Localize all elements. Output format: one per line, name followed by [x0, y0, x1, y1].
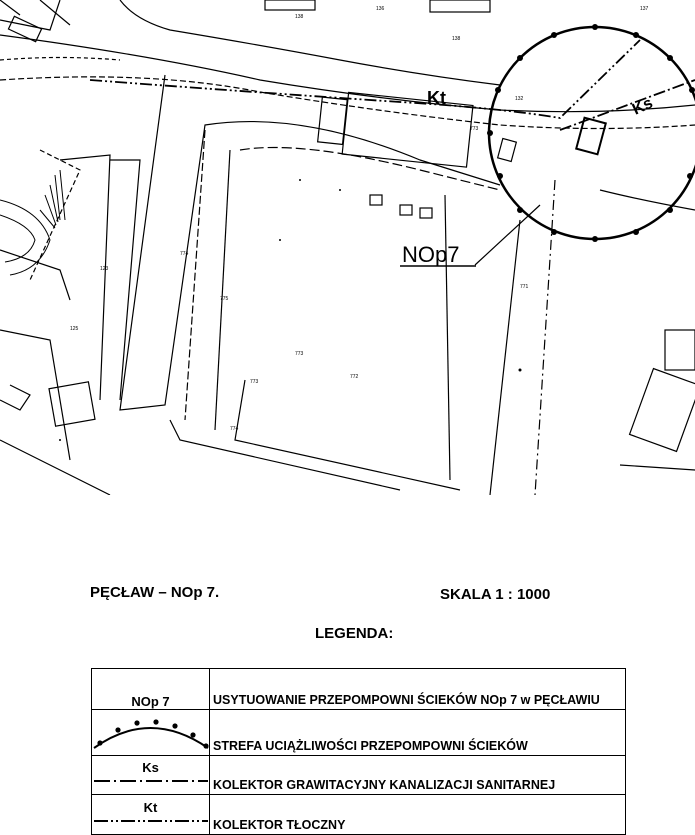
- svg-text:138: 138: [295, 14, 304, 20]
- legend-symbol-label: Ks: [142, 760, 159, 775]
- legend-symbol-kt: [92, 795, 210, 835]
- legend-row-kt: [92, 795, 626, 835]
- legend-symbol-zone: [92, 710, 210, 756]
- legend-symbol-label: Kt: [143, 800, 158, 815]
- scale-label: SKALA 1 : 1000: [440, 586, 551, 603]
- building: [265, 0, 315, 10]
- legend-table: [91, 668, 626, 835]
- spiral-staircase: [0, 170, 65, 275]
- kt-collector-line: [90, 40, 640, 118]
- svg-text:773: 773: [250, 379, 259, 385]
- zone-boundary-dots: [487, 24, 695, 242]
- svg-text:774: 774: [230, 426, 239, 432]
- building: [665, 330, 695, 370]
- legend-row-ks: [92, 756, 626, 795]
- svg-text:125: 125: [70, 326, 79, 332]
- legend-row-zone: [92, 710, 626, 756]
- svg-text:136: 136: [376, 6, 385, 12]
- legend-description: KOLEKTOR TŁOCZNY: [210, 795, 626, 835]
- map-label-ks: Ks: [629, 94, 656, 119]
- svg-text:123: 123: [100, 266, 109, 272]
- building: [430, 0, 490, 12]
- building: [49, 382, 95, 426]
- legend-symbol-label: NOp 7: [131, 694, 170, 709]
- ks-line-symbol: [92, 775, 209, 789]
- svg-text:138: 138: [452, 36, 461, 42]
- legend-description: USYTUOWANIE PRZEPOMPOWNI ŚCIEKÓW NOp 7 w PĘCŁAWIU: [210, 669, 626, 710]
- map-label-nop7: NOp7: [402, 242, 460, 267]
- svg-text:772: 772: [350, 374, 359, 380]
- svg-text:771: 771: [520, 284, 529, 290]
- ks-collector-line: [560, 80, 695, 130]
- svg-text:773: 773: [295, 351, 304, 357]
- legend-symbol-ks: [92, 756, 210, 795]
- building: [342, 92, 473, 167]
- building: [630, 369, 695, 452]
- legend-description: KOLEKTOR GRAWITACYJNY KANALIZACJI SANITARNEJ: [210, 756, 626, 795]
- legend-symbol-station: [92, 669, 210, 710]
- building: [318, 97, 348, 144]
- svg-text:773: 773: [470, 126, 479, 132]
- plan-title: PĘCŁAW – NOp 7.: [90, 584, 220, 601]
- svg-text:137: 137: [640, 6, 649, 12]
- svg-text:775: 775: [220, 296, 229, 302]
- legend-heading: LEGENDA:: [315, 625, 394, 642]
- map-label-kt: Kt: [427, 88, 446, 108]
- zone-arc-symbol: [92, 710, 209, 750]
- legend-row-station: [92, 669, 626, 710]
- svg-text:774: 774: [180, 251, 189, 257]
- legend-description: STREFA UCIĄŻLIWOŚCI PRZEPOMPOWNI ŚCIEKÓW: [210, 710, 626, 756]
- kt-line-symbol: [92, 815, 209, 829]
- svg-text:132: 132: [515, 96, 524, 102]
